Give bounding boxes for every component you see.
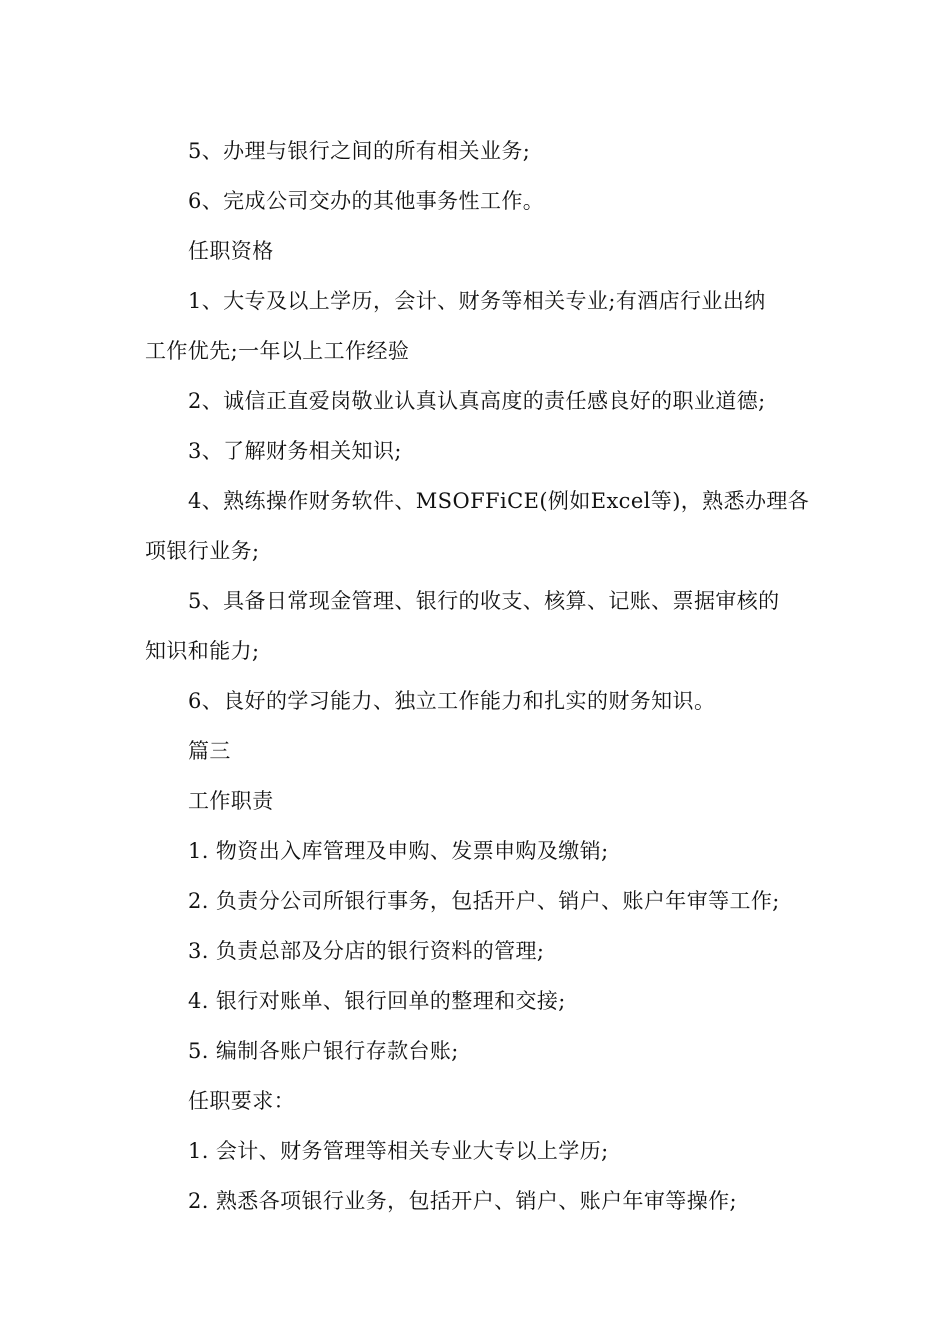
qualification-item-5-continued: 知识和能力;	[145, 639, 260, 663]
job-duty-item-5: 5. 编制各账户银行存款台账;	[188, 1039, 459, 1063]
qualification-item-4-continued: 项银行业务;	[145, 539, 260, 563]
duty-item-6: 6、完成公司交办的其他事务性工作。	[188, 189, 545, 213]
section-heading-qualifications: 任职资格	[188, 239, 274, 263]
qualification-item-1: 1、大专及以上学历，会计、财务等相关专业;有酒店行业出纳	[188, 289, 766, 313]
qualification-item-5: 5、具备日常现金管理、银行的收支、核算、记账、票据审核的	[188, 589, 780, 613]
qualification-item-3: 3、了解财务相关知识;	[188, 439, 402, 463]
qualification-item-1-continued: 工作优先;一年以上工作经验	[145, 339, 410, 363]
job-duty-item-4: 4. 银行对账单、银行回单的整理和交接;	[188, 989, 566, 1013]
duty-item-5: 5、办理与银行之间的所有相关业务;	[188, 139, 531, 163]
section-heading-part-three: 篇三	[188, 739, 231, 763]
qualification-item-2: 2、诚信正直爱岗敬业认真认真高度的责任感良好的职业道德;	[188, 389, 766, 413]
requirement-item-2: 2. 熟悉各项银行业务，包括开户、销户、账户年审等操作;	[188, 1189, 737, 1213]
qualification-item-4: 4、熟练操作财务软件、MSOFFiCE(例如Excel等)，熟悉办理各	[188, 489, 810, 513]
job-duty-item-3: 3. 负责总部及分店的银行资料的管理;	[188, 939, 545, 963]
section-heading-requirements: 任职要求：	[188, 1089, 295, 1113]
section-heading-job-duties: 工作职责	[188, 789, 274, 813]
job-duty-item-1: 1. 物资出入库管理及申购、发票申购及缴销;	[188, 839, 609, 863]
job-duty-item-2: 2. 负责分公司所银行事务，包括开户、销户、账户年审等工作;	[188, 889, 780, 913]
requirement-item-1: 1. 会计、财务管理等相关专业大专以上学历;	[188, 1139, 609, 1163]
qualification-item-6: 6、良好的学习能力、独立工作能力和扎实的财务知识。	[188, 689, 716, 713]
